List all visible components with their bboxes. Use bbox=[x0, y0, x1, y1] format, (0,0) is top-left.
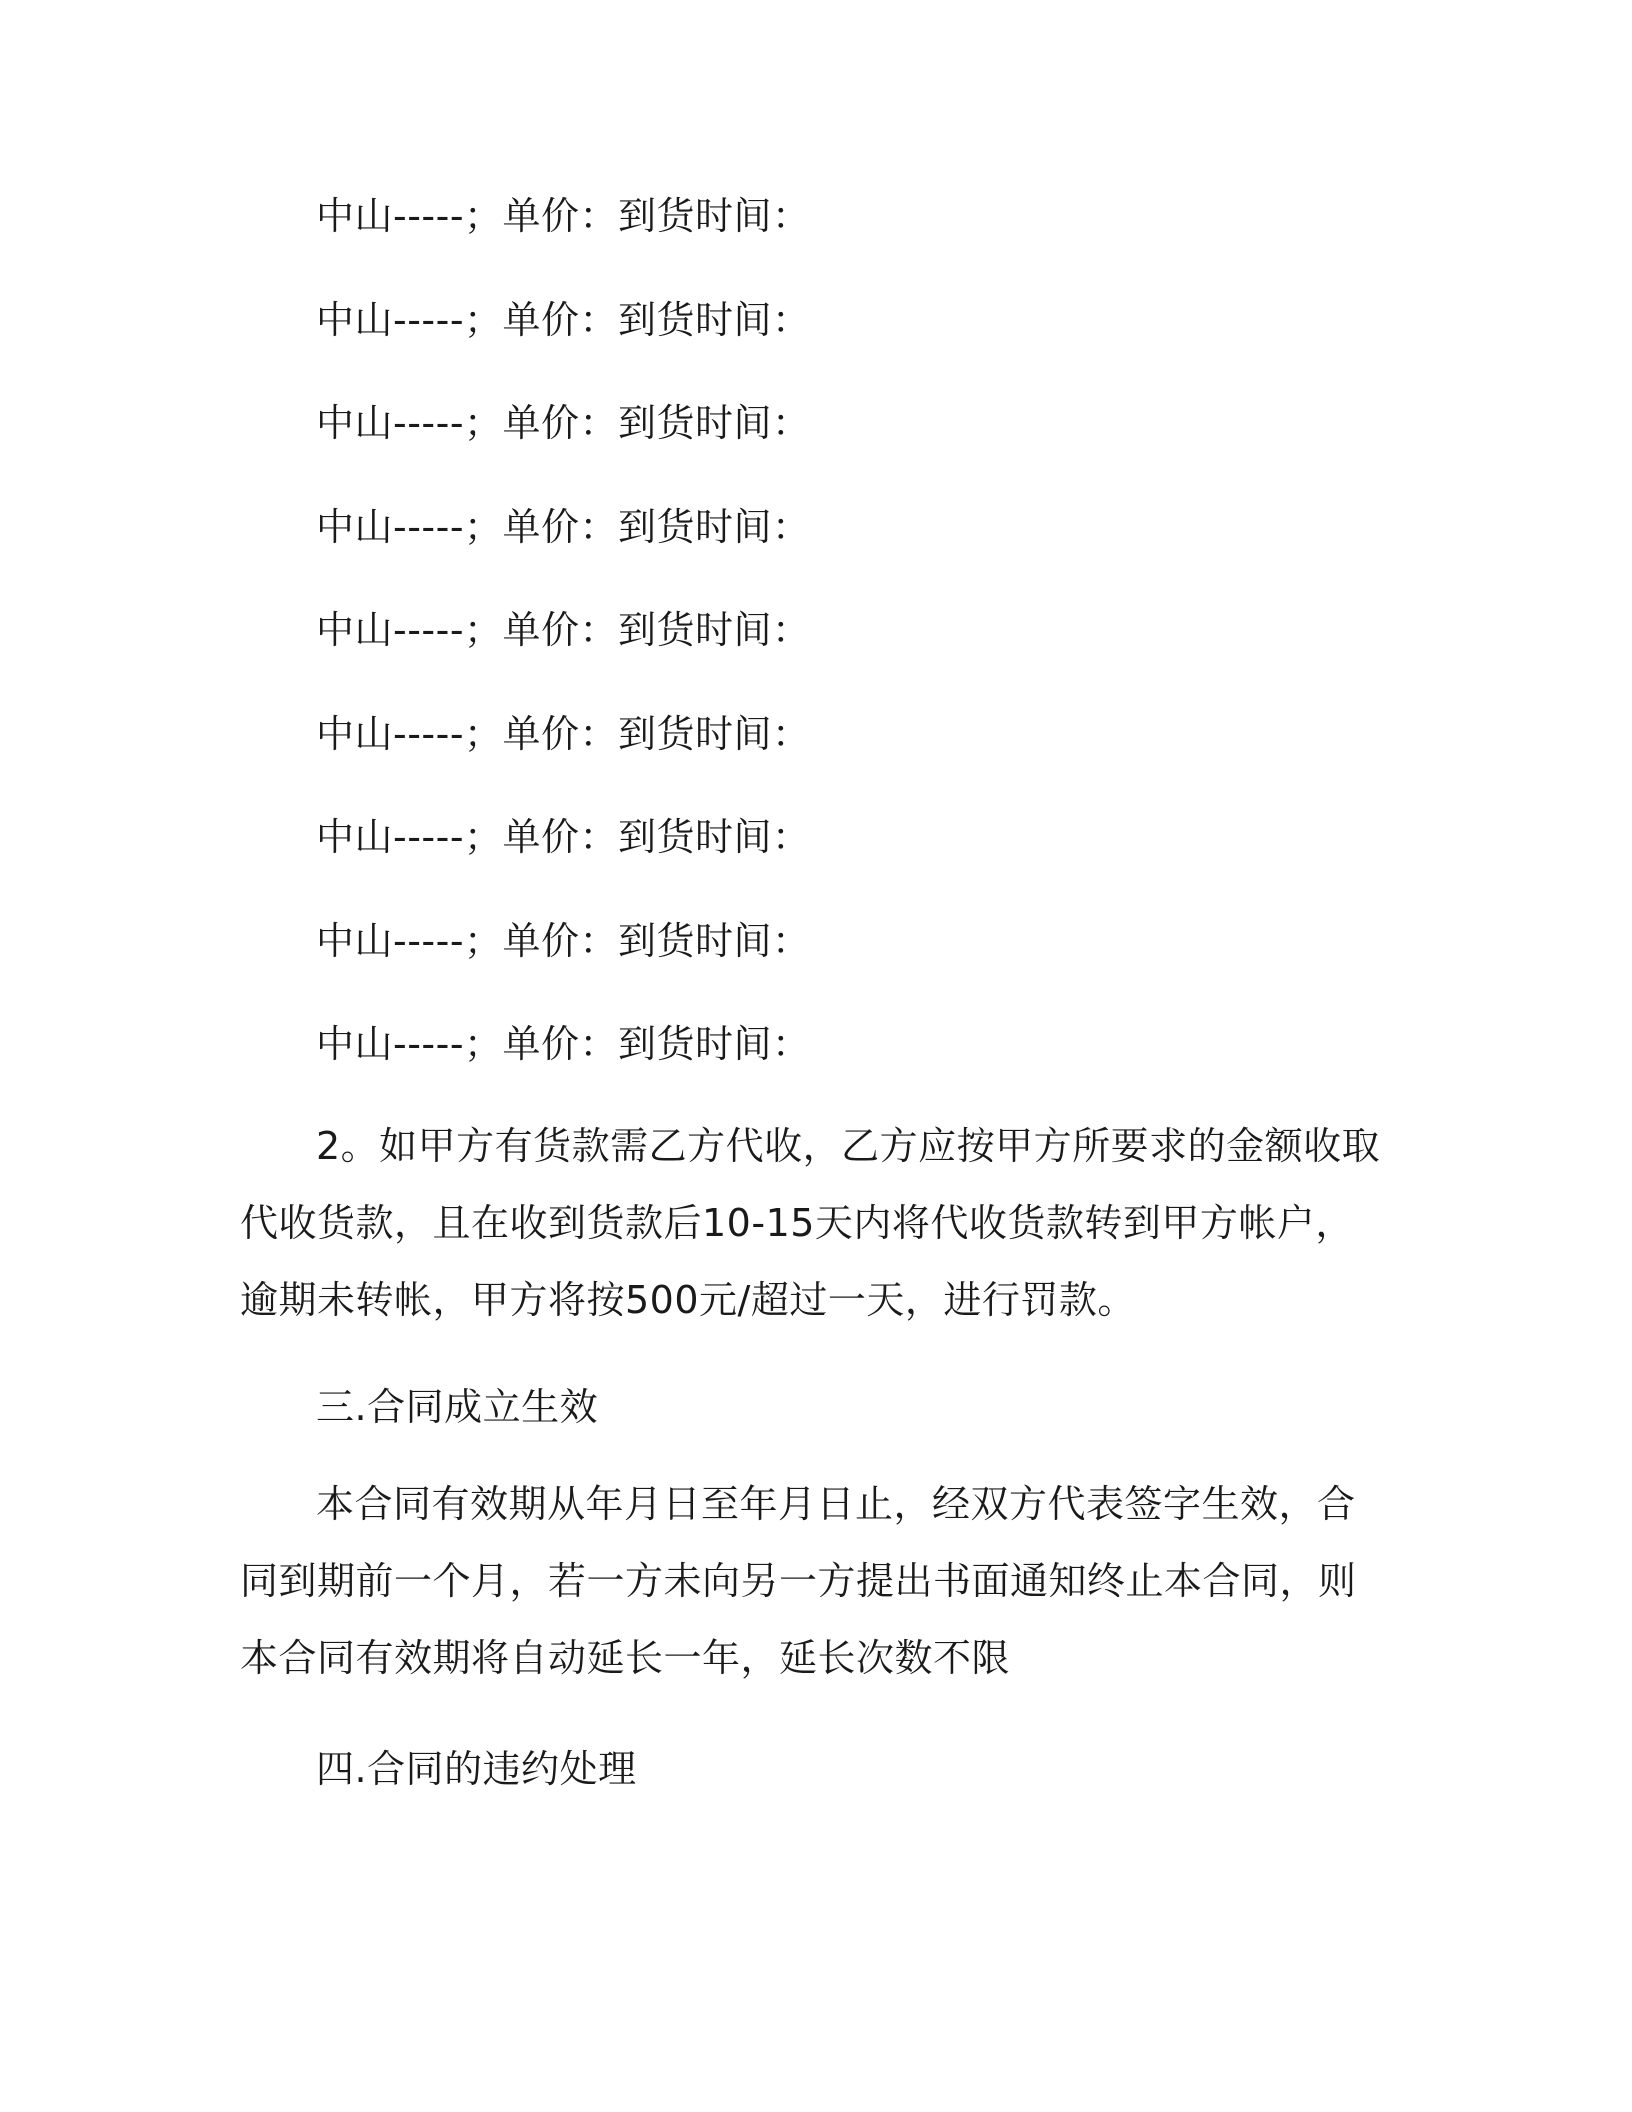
item-line-3: 中山-----；单价：到货时间： bbox=[316, 401, 811, 445]
item-line-9: 中山-----；单价：到货时间： bbox=[316, 1022, 811, 1066]
section-3-heading: 三.合同成立生效 bbox=[316, 1385, 599, 1429]
item-line-1: 中山-----；单价：到货时间： bbox=[316, 194, 811, 238]
item-line-2: 中山-----；单价：到货时间： bbox=[316, 298, 811, 342]
clause-2-paragraph: 2。如甲方有货款需乙方代收，乙方应按甲方所要求的金额收取代收货款，且在收到货款后10-15天内将代收货款转到甲方帐户，逾期未转帐，甲方将按500元/超过一天，进行罚款。 bbox=[240, 1124, 1381, 1322]
item-line-8: 中山-----；单价：到货时间： bbox=[316, 919, 811, 963]
section-3-paragraph: 本合同有效期从年月日至年月日止，经双方代表签字生效，合同到期前一个月，若一方未向另一方提出书面通知终止本合同，则本合同有效期将自动延长一年，延长次数不限 bbox=[240, 1482, 1357, 1680]
item-line-6: 中山-----；单价：到货时间： bbox=[316, 712, 811, 756]
section-4-heading: 四.合同的违约处理 bbox=[316, 1747, 637, 1791]
item-line-4: 中山-----；单价：到货时间： bbox=[316, 505, 811, 549]
item-line-7: 中山-----；单价：到货时间： bbox=[316, 815, 811, 859]
item-line-5: 中山-----；单价：到货时间： bbox=[316, 608, 811, 652]
